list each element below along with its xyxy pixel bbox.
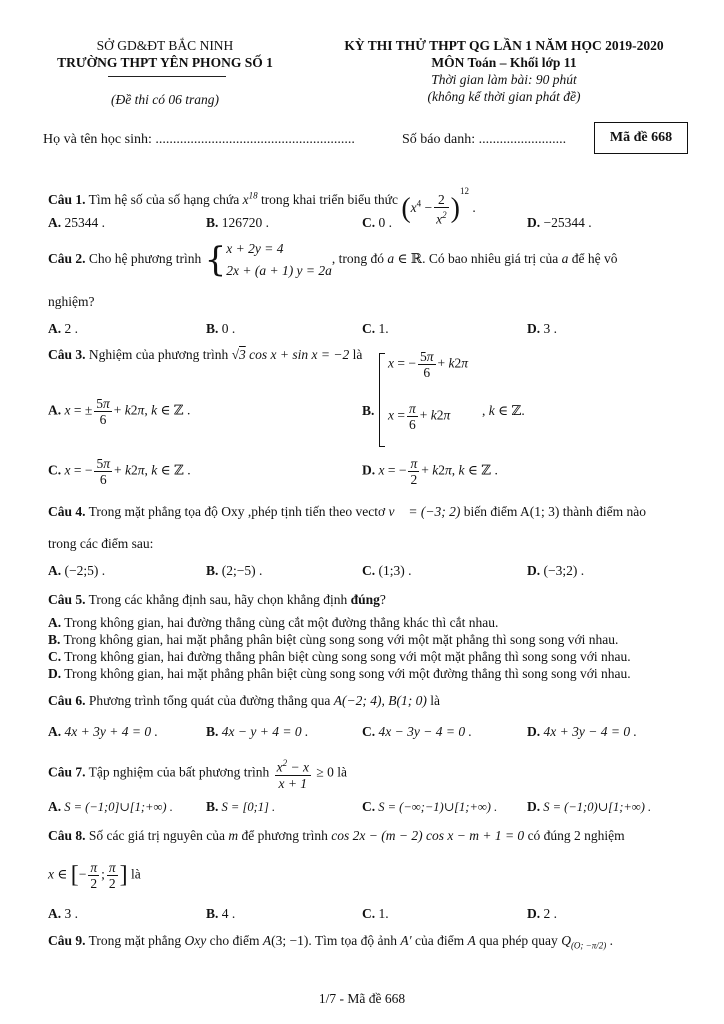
question-label: Câu 1. <box>48 192 86 208</box>
option-d[interactable]: D. 2 . <box>527 906 557 921</box>
option-b[interactable]: B. 4 . <box>206 906 236 921</box>
option-a[interactable]: A. x = ± $\frac{5\pi}{6}$ + k2π, k ∈ ℤ . <box>48 396 191 427</box>
pages-note: (Đề thi có 06 trang) <box>111 92 219 107</box>
option-d[interactable]: D. Trong không gian, hai mặt phẳng phân biệt cùng song song với một đường thẳng thì song song với nhau. <box>48 666 631 681</box>
page-footer: 1/7 - Mã đề 668 <box>318 991 406 1006</box>
option-c[interactable]: C. 1. <box>362 906 389 921</box>
option-d[interactable]: D. S = (−1;0)∪[1;+∞) . <box>527 799 652 814</box>
student-id-field: Số báo danh: ......................... <box>402 132 567 147</box>
math-rotation: $Q_{(O; -\pi/2)}$ <box>561 933 607 951</box>
question-9: Câu 9. Trong mặt phẳng Oxy cho điểm A(3; −1). Tìm tọa độ ảnh A′ của điểm A qua phép quay $Q_{(O; -\pi/2)}$ . <box>48 933 614 951</box>
math-points: A(−2; 4), B(1; 0) <box>333 693 427 708</box>
option-c[interactable]: C. 1. <box>362 321 389 336</box>
question-8: Câu 8. Số các giá trị nguyên của m để phương trình cos 2x − (m − 2) cos x − m + 1 = 0 có đúng 2 nghiệm <box>48 828 625 843</box>
option-b[interactable]: B. Trong không gian, hai mặt phẳng phân biệt cùng song song với một mặt phẳng thì song song với nhau. <box>48 632 619 647</box>
math-expression: ($x^4$ − $\frac{2}{x^2}$ )$^{12}$ . <box>401 186 476 227</box>
option-d[interactable]: D. x = − $\frac{\pi}{2}$ + k2π, k ∈ ℤ . <box>362 456 498 487</box>
option-d[interactable]: D. (−3;2) . <box>527 563 585 578</box>
math-vector: v⃗ = (−3; 2) <box>388 504 461 519</box>
option-d[interactable]: D. −25344 . <box>527 215 592 230</box>
header-left <box>20 37 310 71</box>
option-a[interactable]: A. 2 . <box>48 321 78 336</box>
option-a[interactable]: A. Trong không gian, hai đường thẳng cùng cắt một đường thẳng khác thì cắt nhau. <box>48 615 499 630</box>
brace-icon: { <box>204 240 227 280</box>
question-text: nghiệm? <box>48 294 95 309</box>
option-c[interactable]: C. Trong không gian, hai đường thẳng phân biệt cùng song song với một mặt phẳng thì song song với nhau. <box>48 649 631 664</box>
question-condition: x ∈ [− $\frac{\pi}{2}$ ; $\frac{\pi}{2}$ ] là <box>48 860 141 891</box>
option-b[interactable]: B. 0 . <box>206 321 236 336</box>
math-equation: √3 cos x + sin x = −2 <box>231 347 350 362</box>
option-b[interactable]: B. 126720 . <box>206 215 270 230</box>
school-name: TRƯỜNG THPT YÊN PHONG SỐ 1 <box>57 55 273 70</box>
option-a[interactable]: A. 25344 . <box>48 215 105 230</box>
option-c[interactable]: C. 0 . <box>362 215 392 230</box>
math-equation: cos 2x − (m − 2) cos x − m + 1 = 0 <box>331 828 525 843</box>
dept-name: SỞ GD&ĐT BẮC NINH <box>96 38 234 53</box>
question-text: Tìm hệ số của số hạng chứa <box>88 192 240 208</box>
option-b[interactable]: B. 4x − y + 4 = 0 . <box>206 724 309 739</box>
option-c[interactable]: C. (1;3) . <box>362 563 412 578</box>
question-5: Câu 5. Trong các khẳng định sau, hãy chọn khẳng định đúng? <box>48 592 386 607</box>
question-text: trong các điểm sau: <box>48 536 154 551</box>
option-b[interactable]: B. S = [0;1] . <box>206 799 276 814</box>
student-name-field: Họ và tên học sinh: ......................................................... <box>43 132 355 147</box>
question-text: trong khai triển biểu thức <box>260 192 398 208</box>
option-c[interactable]: C. S = (−∞;−1)∪[1;+∞) . <box>362 799 498 814</box>
exam-code: Mã đề 668 <box>609 130 673 145</box>
option-a[interactable]: A. 3 . <box>48 906 78 921</box>
option-d[interactable]: D. 3 . <box>527 321 557 336</box>
math-fraction: $\frac{x^2 - x}{x + 1}$ <box>276 758 309 791</box>
header-right <box>308 37 700 105</box>
exam-title: KỲ THI THỬ THPT QG LẦN 1 NĂM HỌC 2019-2020 <box>344 38 664 53</box>
option-d[interactable]: D. 4x + 3y − 4 = 0 . <box>527 724 637 739</box>
duration: Thời gian làm bài: 90 phút <box>431 72 577 87</box>
math-x18: $x^{18}$ <box>242 190 258 208</box>
math-point: A(1; 3) <box>519 504 560 519</box>
question-3: Câu 3. Nghiệm của phương trình √3 cos x + sin x = −2 là <box>48 347 363 362</box>
option-a[interactable]: A. S = (−1;0]∪[1;+∞) . <box>48 799 173 814</box>
bracket-icon <box>379 353 385 447</box>
option-a[interactable]: A. 4x + 3y + 4 = 0 . <box>48 724 158 739</box>
question-7: Câu 7. Tập nghiệm của bất phương trình $\frac{x^2 - x}{x + 1}$ ≥ 0 là <box>48 758 347 791</box>
subject: MÔN Toán – Khối lớp 11 <box>431 55 577 70</box>
question-6: Câu 6. Phương trình tổng quát của đường thẳng qua A(−2; 4), B(1; 0) là <box>48 693 440 708</box>
option-c[interactable]: C. x = − $\frac{5\pi}{6}$ + k2π, k ∈ ℤ . <box>48 456 191 487</box>
header-divider <box>108 76 226 77</box>
question-text: Cho hệ phương trình <box>88 251 202 267</box>
option-a[interactable]: A. (−2;5) . <box>48 563 106 578</box>
duration-note: (không kể thời gian phát đề) <box>427 89 581 104</box>
question-2: Câu 2. Cho hệ phương trình {x + 2y = 4 2x + (a + 1) y = 2a, trong đó a ∈ ℝ. Có bao nhiêu giá trị của a để hệ vô <box>48 240 618 280</box>
question-4: Câu 4. Trong mặt phẳng tọa độ Oxy ,phép tịnh tiến theo vectơ v⃗ = (−3; 2) biến điểm A(1; 3) thành điểm nào <box>48 504 646 519</box>
equation-system: x + 2y = 4 2x + (a + 1) y = 2a <box>226 241 332 278</box>
question-label: Câu 2. <box>48 251 86 267</box>
option-c[interactable]: C. 4x − 3y − 4 = 0 . <box>362 724 472 739</box>
option-b[interactable]: B. (2;−5) . <box>206 563 263 578</box>
